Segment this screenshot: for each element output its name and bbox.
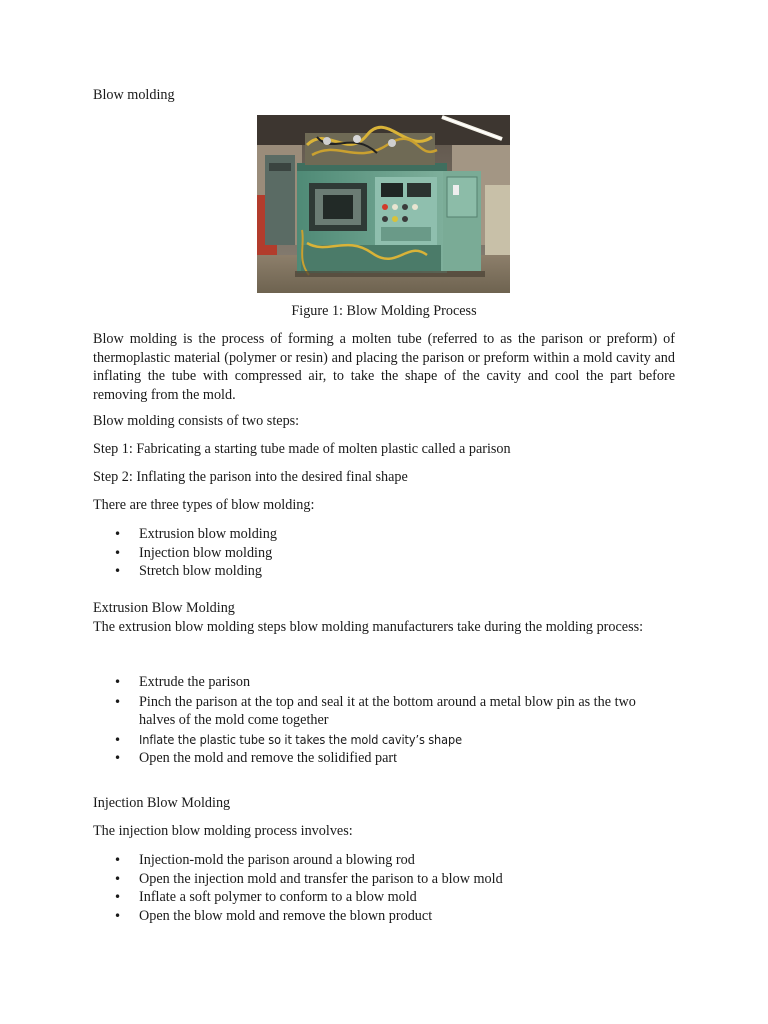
types-list (93, 525, 675, 581)
list-item: • Extrusion blow molding (93, 525, 675, 544)
list-item: • Open the mold and remove the solidified part (93, 749, 675, 768)
list-item: • Pinch the parison at the top and seal it at the bottom around a metal blow pin as the two halves of the mold come together (93, 693, 675, 730)
injection-intro: The injection blow molding process involves: (93, 823, 353, 839)
list-item: • Inflate a soft polymer to conform to a blow mold (93, 888, 675, 907)
list-item: • Open the injection mold and transfer the parison to a blow mold (93, 870, 675, 889)
step-1: Step 1: Fabricating a starting tube made of molten plastic called a parison (93, 441, 511, 457)
list-item: • Injection blow molding (93, 544, 675, 563)
document-title: Blow molding (93, 87, 175, 103)
injection-heading: Injection Blow Molding (93, 795, 231, 811)
step-2: Step 2: Inflating the parison into the desired final shape (93, 469, 408, 485)
blow-molding-machine-photo (257, 115, 510, 293)
injection-steps-list (93, 851, 675, 925)
figure-caption: Figure 1: Blow Molding Process (291, 303, 477, 319)
steps-intro: Blow molding consists of two steps: (93, 413, 300, 429)
extrusion-steps-list (93, 673, 675, 768)
list-item: • Injection-mold the parison around a blowing rod (93, 851, 675, 870)
types-intro: There are three types of blow molding: (93, 497, 315, 513)
extrusion-intro: The extrusion blow molding steps blow molding manufacturers take during the molding process: (93, 619, 644, 635)
list-item: • Inflate the plastic tube so it takes the mold cavity’s shape (93, 731, 675, 750)
list-item: • Open the blow mold and remove the blown product (93, 907, 675, 926)
intro-paragraph: Blow molding is the process of forming a molten tube (referred to as the parison or preform) of thermoplastic material (polymer or resin) and placing the parison or preform within a mold cavity and inflating the tube with compressed air, to take the shape of the cavity and cool the part before removing from the mold. (93, 331, 675, 403)
list-item: • Stretch blow molding (93, 562, 675, 581)
list-item: • Extrude the parison (93, 673, 675, 692)
extrusion-heading: Extrusion Blow Molding (93, 600, 235, 616)
